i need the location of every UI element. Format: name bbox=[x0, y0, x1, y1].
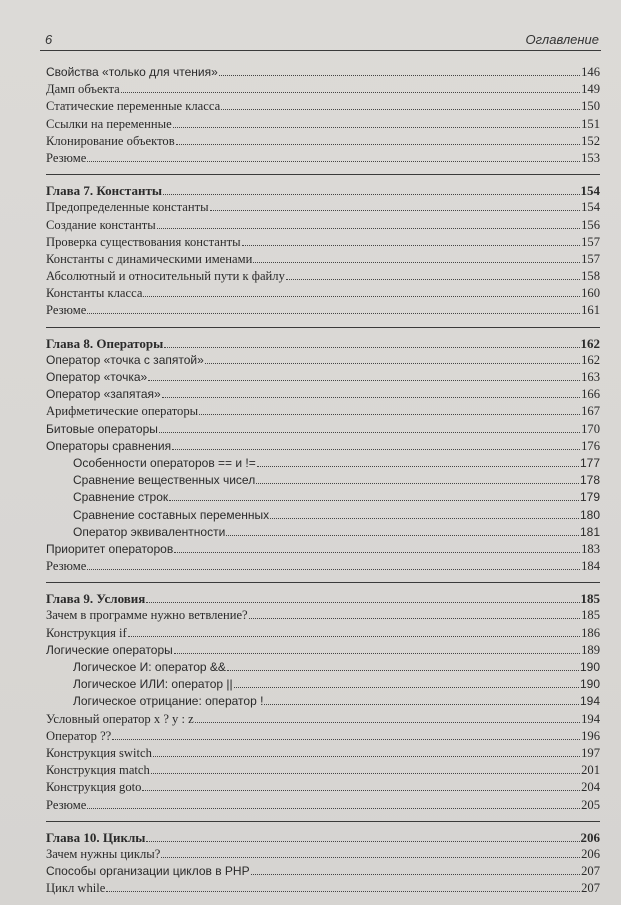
toc-entry-page: 186 bbox=[581, 625, 600, 640]
toc-entry[interactable] bbox=[46, 607, 600, 624]
dot-leader bbox=[257, 457, 579, 467]
page-number: 6 bbox=[45, 32, 53, 47]
toc-entry[interactable] bbox=[46, 64, 600, 81]
dot-leader bbox=[157, 219, 580, 229]
toc-entry-page: 201 bbox=[581, 763, 600, 778]
toc-entry-page: 196 bbox=[581, 728, 600, 743]
toc-entry[interactable] bbox=[46, 81, 600, 98]
toc-entry[interactable] bbox=[46, 217, 600, 234]
toc-entry-page: 153 bbox=[581, 150, 600, 165]
toc-entry-page: 167 bbox=[581, 404, 600, 419]
toc-entry-title: Глава 7. Константы bbox=[46, 183, 162, 199]
toc-entry-page: 146 bbox=[581, 65, 600, 79]
toc-entry[interactable] bbox=[46, 541, 600, 558]
toc-entry-title: Операторы сравнения bbox=[46, 438, 172, 453]
toc-entry-title: Условный оператор x ? y : z bbox=[46, 711, 194, 726]
dot-leader bbox=[169, 491, 579, 501]
toc-entry-page: 163 bbox=[581, 370, 600, 384]
toc-entry-title: Оператор эквивалентности bbox=[73, 524, 226, 539]
dot-leader bbox=[199, 405, 580, 415]
toc-entry-page: 185 bbox=[581, 608, 600, 623]
dot-leader bbox=[210, 201, 581, 211]
toc-entry-page: 161 bbox=[581, 303, 600, 318]
toc-entry-title: Резюме bbox=[46, 303, 87, 318]
toc-entry[interactable] bbox=[46, 150, 600, 167]
dot-leader bbox=[146, 593, 579, 603]
chapter-heading[interactable] bbox=[46, 829, 600, 846]
toc-entry[interactable] bbox=[46, 558, 600, 575]
toc-entry-page: 157 bbox=[581, 234, 600, 249]
toc-entry-title: Оператор «запятая» bbox=[46, 387, 161, 402]
toc-entry-title: Битовые операторы bbox=[46, 421, 158, 436]
toc-entry-title: Глава 8. Операторы bbox=[46, 335, 164, 351]
chapter-separator bbox=[46, 582, 600, 583]
toc-subentry[interactable] bbox=[46, 659, 600, 676]
dot-leader bbox=[87, 560, 580, 570]
page-header bbox=[40, 32, 601, 51]
toc-entry-page: 178 bbox=[579, 473, 600, 488]
toc-entry-page: 189 bbox=[581, 642, 600, 657]
toc-entry-title: Конструкция goto bbox=[46, 780, 142, 795]
toc-entry-title: Способы организации циклов в PHP bbox=[46, 864, 250, 879]
dot-leader bbox=[106, 882, 580, 892]
dot-leader bbox=[112, 730, 580, 740]
toc-entry-page: 154 bbox=[580, 183, 600, 199]
dot-leader bbox=[251, 865, 581, 875]
dot-leader bbox=[253, 253, 580, 263]
toc-entry-title: Константы с динамическими именами bbox=[46, 251, 253, 266]
toc-entry[interactable] bbox=[46, 251, 600, 268]
dot-leader bbox=[195, 713, 580, 723]
toc-subentry[interactable] bbox=[46, 489, 600, 506]
dot-leader bbox=[249, 609, 580, 619]
toc-entry[interactable] bbox=[46, 285, 600, 302]
toc-entry-page: 177 bbox=[579, 455, 600, 470]
toc-subentry[interactable] bbox=[46, 524, 600, 541]
toc-entry-page: 154 bbox=[581, 200, 600, 215]
toc-entry[interactable] bbox=[46, 711, 600, 728]
dot-leader bbox=[87, 152, 580, 162]
running-title: Оглавление bbox=[525, 32, 599, 47]
toc-entry[interactable] bbox=[46, 762, 600, 779]
toc-entry-title: Абсолютный и относительный пути к файлу bbox=[46, 269, 285, 284]
toc-entry-title: Конструкция if bbox=[46, 625, 127, 640]
toc-entry-page: 149 bbox=[581, 82, 600, 97]
dot-leader bbox=[148, 371, 580, 381]
toc-entry[interactable] bbox=[46, 369, 600, 386]
toc-entry-page: 183 bbox=[581, 541, 600, 556]
dot-leader bbox=[176, 135, 580, 145]
dot-leader bbox=[87, 799, 580, 809]
toc-entry-page: 206 bbox=[581, 846, 600, 861]
toc-entry-title: Резюме bbox=[46, 797, 87, 812]
dot-leader bbox=[146, 832, 579, 842]
toc-entry-title: Глава 10. Циклы bbox=[46, 829, 146, 845]
toc-entry[interactable] bbox=[46, 728, 600, 745]
toc-subentry[interactable] bbox=[46, 507, 600, 524]
toc-entry-page: 185 bbox=[580, 591, 600, 607]
toc-entry-page: 180 bbox=[579, 507, 600, 522]
toc-entry-title: Арифметические операторы bbox=[46, 404, 199, 419]
dot-leader bbox=[174, 644, 580, 654]
toc-subentry[interactable] bbox=[46, 676, 600, 693]
toc-entry-title: Логическое ИЛИ: оператор || bbox=[73, 677, 233, 692]
toc-entry-title: Конструкция switch bbox=[46, 745, 152, 760]
toc-entry-page: 158 bbox=[581, 269, 600, 284]
toc-entry-page: 162 bbox=[581, 352, 600, 367]
toc-entry-page: 190 bbox=[579, 660, 600, 674]
toc-entry-title: Предопределенные константы bbox=[46, 200, 209, 215]
toc-entry[interactable] bbox=[46, 863, 600, 880]
toc-entry-title: Оператор ?? bbox=[46, 728, 112, 743]
toc-entry[interactable] bbox=[46, 199, 600, 216]
dot-leader bbox=[143, 287, 580, 297]
toc-entry-page: 160 bbox=[581, 286, 600, 301]
toc-entry-page: 197 bbox=[581, 745, 600, 760]
section-gap bbox=[46, 575, 600, 582]
toc-subentry[interactable] bbox=[46, 472, 600, 489]
toc-entry-page: 194 bbox=[581, 711, 600, 726]
dot-leader bbox=[159, 423, 580, 433]
toc-entry[interactable] bbox=[46, 642, 600, 659]
dot-leader bbox=[234, 678, 579, 688]
toc-entry-page: 170 bbox=[581, 421, 600, 436]
toc-entry-title: Создание константы bbox=[46, 217, 156, 232]
toc-entry[interactable] bbox=[46, 133, 600, 150]
toc-entry-page: 194 bbox=[579, 694, 600, 709]
toc-entry-title: Резюме bbox=[46, 559, 87, 574]
toc-entry[interactable] bbox=[46, 745, 600, 762]
dot-leader bbox=[121, 83, 580, 93]
dot-leader bbox=[174, 543, 580, 553]
toc-entry[interactable] bbox=[46, 302, 600, 319]
toc-entry-title: Оператор «точка» bbox=[46, 370, 148, 384]
dot-leader bbox=[128, 627, 580, 637]
toc-entry-title: Резюме bbox=[46, 150, 87, 165]
toc-subentry[interactable] bbox=[46, 693, 600, 710]
chapter-heading[interactable] bbox=[46, 335, 600, 352]
toc-entry-page: 179 bbox=[579, 490, 600, 505]
toc-entry-page: 184 bbox=[581, 559, 600, 574]
toc-entry-page: 176 bbox=[581, 438, 600, 453]
toc-entry[interactable] bbox=[46, 438, 600, 455]
toc-entry[interactable] bbox=[46, 386, 600, 403]
toc-entry-page: 151 bbox=[581, 116, 600, 131]
toc-entry-title: Сравнение составных переменных bbox=[73, 507, 270, 522]
toc-entry-page: 205 bbox=[581, 797, 600, 812]
chapter-heading[interactable] bbox=[46, 590, 600, 607]
dot-leader bbox=[226, 526, 579, 536]
dot-leader bbox=[151, 764, 580, 774]
section-gap bbox=[46, 167, 600, 174]
toc-entry-title: Сравнение строк bbox=[73, 490, 169, 505]
toc-entry-title: Цикл while bbox=[46, 881, 106, 896]
toc-entry[interactable] bbox=[46, 846, 600, 863]
toc-entry-title: Конструкция match bbox=[46, 763, 150, 778]
toc-entry[interactable] bbox=[46, 352, 600, 369]
dot-leader bbox=[242, 236, 581, 246]
dot-leader bbox=[219, 66, 580, 76]
toc-entry-page: 150 bbox=[581, 99, 600, 114]
toc-entry[interactable] bbox=[46, 421, 600, 438]
chapter-separator bbox=[46, 174, 600, 175]
dot-leader bbox=[162, 388, 580, 398]
toc-entry-title: Зачем нужны циклы? bbox=[46, 846, 161, 861]
toc-entry-page: 157 bbox=[581, 251, 600, 266]
dot-leader bbox=[205, 354, 580, 364]
toc-entry-page: 152 bbox=[581, 133, 600, 148]
dot-leader bbox=[153, 747, 580, 757]
chapter-separator bbox=[46, 327, 600, 328]
dot-leader bbox=[163, 185, 580, 195]
table-of-contents bbox=[46, 64, 600, 897]
toc-entry-title: Логическое отрицание: оператор ! bbox=[73, 694, 264, 709]
section-gap bbox=[46, 320, 600, 327]
toc-entry-page: 156 bbox=[581, 217, 600, 232]
toc-entry-title: Глава 9. Условия bbox=[46, 591, 146, 607]
toc-entry[interactable] bbox=[46, 234, 600, 251]
toc-entry-page: 206 bbox=[580, 829, 600, 845]
toc-entry-title: Приоритет операторов bbox=[46, 541, 174, 556]
dot-leader bbox=[221, 100, 580, 110]
dot-leader bbox=[172, 440, 580, 450]
toc-entry-title: Константы класса bbox=[46, 286, 143, 301]
dot-leader bbox=[286, 270, 580, 280]
dot-leader bbox=[264, 695, 579, 705]
chapter-separator bbox=[46, 821, 600, 822]
toc-entry-page: 166 bbox=[581, 387, 600, 402]
dot-leader bbox=[256, 474, 579, 484]
dot-leader bbox=[87, 304, 580, 314]
dot-leader bbox=[164, 338, 579, 348]
section-gap bbox=[46, 814, 600, 821]
toc-entry[interactable] bbox=[46, 403, 600, 420]
dot-leader bbox=[142, 781, 580, 791]
toc-entry-title: Ссылки на переменные bbox=[46, 116, 172, 131]
toc-entry-title: Свойства «только для чтения» bbox=[46, 65, 218, 79]
toc-entry-page: 181 bbox=[579, 524, 600, 539]
dot-leader bbox=[161, 848, 580, 858]
toc-entry[interactable] bbox=[46, 779, 600, 796]
dot-leader bbox=[227, 661, 579, 671]
toc-entry-title: Сравнение вещественных чисел bbox=[73, 473, 256, 488]
toc-entry-title: Статические переменные класса bbox=[46, 99, 221, 114]
toc-entry-page: 190 bbox=[579, 677, 600, 692]
toc-entry-title: Зачем в программе нужно ветвление? bbox=[46, 608, 248, 623]
toc-entry-page: 207 bbox=[581, 864, 600, 879]
toc-entry-title: Логические операторы bbox=[46, 642, 173, 657]
toc-entry-page: 162 bbox=[580, 335, 600, 351]
toc-entry-page: 207 bbox=[581, 881, 600, 896]
toc-entry-title: Оператор «точка с запятой» bbox=[46, 352, 204, 367]
chapter-heading[interactable] bbox=[46, 182, 600, 199]
toc-entry[interactable] bbox=[46, 98, 600, 115]
dot-leader bbox=[270, 509, 579, 519]
toc-entry[interactable] bbox=[46, 268, 600, 285]
toc-entry-title: Особенности операторов == и != bbox=[73, 455, 256, 470]
toc-entry[interactable] bbox=[46, 116, 600, 133]
toc-entry-title: Логическое И: оператор && bbox=[73, 660, 226, 674]
toc-entry-page: 204 bbox=[581, 780, 600, 795]
toc-entry-title: Клонирование объектов bbox=[46, 133, 175, 148]
dot-leader bbox=[173, 118, 580, 128]
toc-subentry[interactable] bbox=[46, 455, 600, 472]
toc-entry[interactable] bbox=[46, 797, 600, 814]
toc-entry-title: Проверка существования константы bbox=[46, 234, 241, 249]
toc-entry-title: Дамп объекта bbox=[46, 82, 120, 97]
toc-entry[interactable] bbox=[46, 625, 600, 642]
toc-entry[interactable] bbox=[46, 880, 600, 897]
